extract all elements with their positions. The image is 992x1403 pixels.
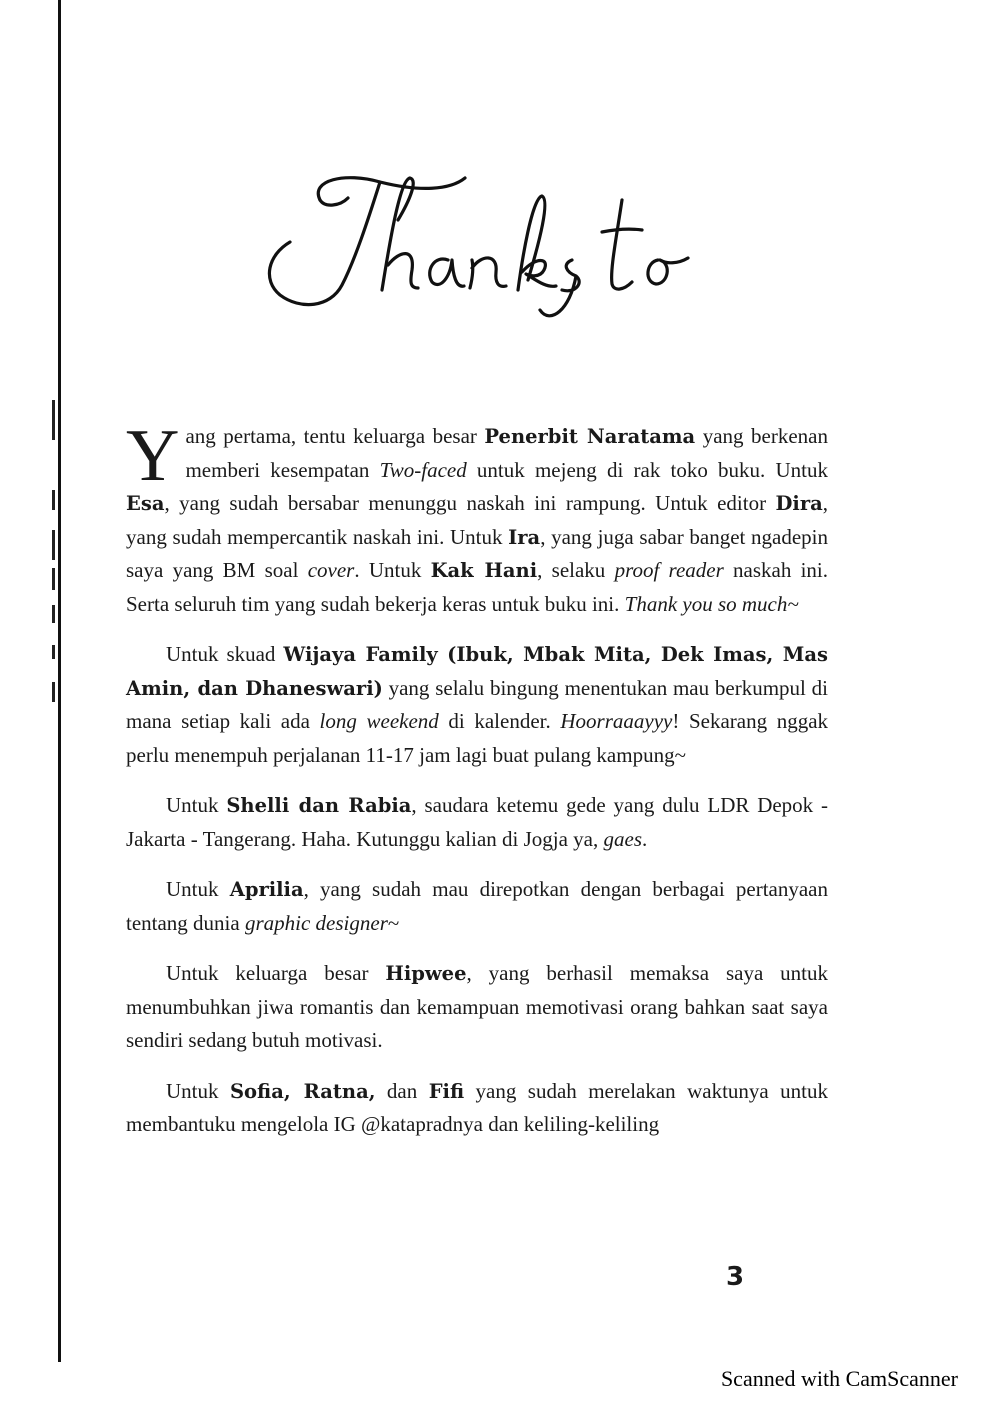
binding-marks: [52, 400, 62, 720]
text-run: yang selalu bingung menentukan mau berkumpul di mana setiap kali ada: [126, 675, 828, 733]
italic-term: gaes: [603, 826, 642, 851]
text-run: ang pertama, tentu keluarga besar: [185, 424, 485, 448]
text-run: Untuk: [166, 793, 227, 817]
drop-cap: Y: [126, 415, 180, 497]
paragraph: [126, 873, 828, 940]
text-run: Untuk: [166, 877, 230, 901]
bold-name: Fifi: [428, 1079, 465, 1103]
paragraph: [126, 957, 828, 1058]
bold-name: Shelli dan Rabia: [226, 794, 412, 817]
text-run: untuk mejeng di rak toko buku. Untuk: [466, 457, 828, 482]
bold-name: Sofia, Ratna,: [229, 1079, 376, 1103]
paragraph: [126, 789, 828, 856]
italic-term: Thank you so much~: [624, 591, 799, 616]
italic-term: Hoorraaayyy: [560, 709, 673, 733]
text-run: ! Sekarang nggak perlu menempuh perjalanan 11-17 jam lagi buat pulang kampung~: [126, 709, 829, 767]
text-run: .: [642, 826, 648, 851]
text-run: Untuk: [166, 1078, 230, 1103]
text-run: dan: [375, 1078, 429, 1103]
paragraph: [126, 638, 828, 772]
text-run: , yang sudah mempercantik naskah ini. Untuk: [126, 491, 828, 549]
text-run: naskah ini. Serta seluruh tim yang sudah bekerja keras untuk buku ini.: [126, 558, 829, 616]
text-run: , yang sudah mau direpotkan dengan berbagai pertanyaan tentang dunia: [126, 877, 829, 935]
text-run: , yang juga sabar banget ngadepin saya yang BM soal: [126, 524, 828, 582]
text-run: Untuk keluarga besar: [166, 961, 386, 985]
text-run: yang sudah merelakan waktunya untuk membantuku mengelola IG @katapradnya dan keliling-keliling: [126, 1078, 828, 1136]
text-run: , yang sudah bersabar menunggu naskah ini rampung. Untuk editor: [164, 491, 776, 515]
bold-name: Hipwee: [385, 962, 467, 985]
page-number: 3: [725, 1262, 745, 1292]
bold-name: Wijaya Family (Ibuk, Mbak Mita, Dek Imas, Mas Amin, dan Dhaneswari): [126, 643, 828, 700]
page-title: [250, 160, 710, 330]
paragraph: [126, 1075, 828, 1142]
italic-term: proof reader: [614, 558, 724, 582]
scanner-watermark: Scanned with CamScanner: [720, 1366, 958, 1391]
text-run: Untuk skuad: [166, 642, 284, 666]
text-run: , saudara ketemu gede yang dulu LDR Depok - Jakarta - Tangerang. Haha. Kutunggu kalian di Jogja ya,: [126, 793, 829, 851]
bold-name: Kak Hani: [430, 559, 538, 582]
italic-term: cover: [307, 558, 355, 582]
text-run: , yang berhasil memaksa saya untuk menumbuhkan jiwa romantis dan kemampuan memotivasi orang bahkan saat saya sendiri sedang butuh motivasi.: [126, 961, 829, 1052]
thanks-to-script-title: [250, 160, 710, 330]
text-run: di kalender.: [438, 709, 561, 733]
bold-name: Aprilia: [229, 878, 304, 901]
thanks-body: [126, 415, 829, 1159]
text-run: yang berkenan memberi kesempatan: [185, 424, 828, 482]
paragraph: [126, 415, 829, 621]
text-run: ~: [387, 910, 400, 935]
bold-name: Esa: [126, 492, 165, 515]
italic-term: long weekend: [319, 709, 439, 733]
text-run: , selaku: [537, 558, 615, 582]
text-run: . Untuk: [354, 558, 431, 582]
italic-term: Two-faced: [379, 457, 467, 482]
bold-name: Ira: [508, 525, 541, 549]
italic-term: graphic designer: [244, 910, 388, 935]
bold-name: Dira: [775, 492, 823, 515]
bold-name: Penerbit Naratama: [484, 425, 696, 448]
